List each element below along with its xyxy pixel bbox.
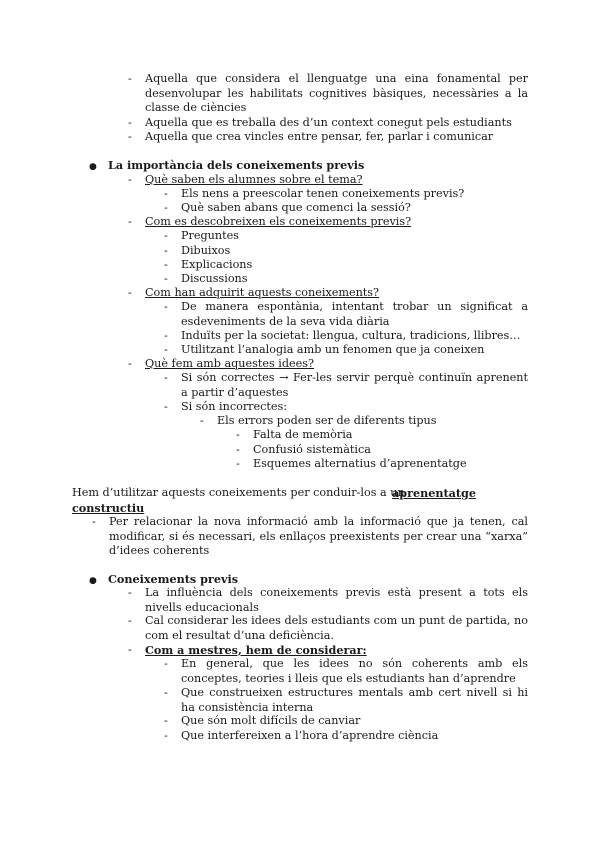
list-item: Per relacionar la nova informació amb la informació que ja tenen, cal modificar, si és necessari, els enllaços preexistents per crear una “xarxa” d’idees coherents (109, 515, 528, 557)
list-dash: - (236, 443, 240, 456)
list-dash: - (236, 457, 240, 470)
list-item: Confusió sistemàtica (253, 443, 371, 456)
subheading: Què fem amb aquestes idees? (145, 357, 315, 370)
list-dash: - (128, 72, 132, 85)
list-item: Cal considerar les idees dels estudiants com un punt de partida, no com el resultat d’una deficiència. (145, 614, 528, 642)
list-dash: - (164, 729, 168, 742)
list-item: Explicacions (181, 258, 253, 271)
list-dash: - (164, 714, 168, 727)
list-dash: - (128, 586, 132, 599)
list-item: Preguntes (181, 229, 239, 242)
list-dash: - (128, 614, 132, 627)
section-title: La importància dels coneixements previs (108, 158, 365, 172)
list-dash: - (164, 400, 168, 413)
list-item: Discussions (181, 272, 248, 285)
list-dash: - (128, 130, 132, 143)
list-item: Que construeixen estructures mentals amb cert nivell si hi ha consistència interna (181, 686, 528, 714)
subheading: Com a mestres, hem de considerar: (145, 643, 367, 657)
list-item: Els nens a preescolar tenen coneixements previs? (181, 187, 465, 200)
list-dash: - (164, 300, 168, 313)
subheading: Què saben els alumnes sobre el tema? (145, 173, 363, 186)
list-item: Que són molt difícils de canviar (181, 714, 361, 727)
list-dash: - (164, 258, 168, 271)
list-item: Aquella que considera el llenguatge una eina fonamental per desenvolupar les habilitats cognitives bàsiques, necessàries a la classe de ciències (145, 72, 528, 114)
list-dash: - (236, 428, 240, 441)
list-item: Aquella que crea vincles entre pensar, fer, parlar i comunicar (145, 130, 494, 143)
list-item: Si són correctes → Fer-les servir perquè continuïn aprenent a partir d’aquestes (181, 371, 528, 399)
list-dash: - (164, 657, 168, 670)
list-dash: - (128, 286, 132, 299)
list-dash: - (128, 116, 132, 129)
bullet-icon: ● (89, 162, 97, 172)
list-item: De manera espontània, intentant trobar un significat a esdeveniments de la seva vida diària (181, 300, 528, 328)
list-dash: - (164, 343, 168, 356)
subheading: Com han adquirit aquests coneixements? (145, 286, 380, 299)
list-dash: - (128, 173, 132, 186)
list-item: Aquella que es treballa des d’un context conegut pels estudiants (145, 116, 512, 129)
list-dash: - (164, 244, 168, 257)
paragraph-lead: Hem d’utilitzar aquests coneixements per conduir-los a un (72, 486, 405, 499)
list-item: Els errors poden ser de diferents tipus (217, 414, 437, 427)
list-item: Induïts per la societat: llengua, cultura, tradicions, llibres… (181, 329, 521, 342)
list-dash: - (164, 686, 168, 699)
list-item: Si són incorrectes: (181, 400, 288, 413)
emphasis-term: aprenentatge constructiu (72, 486, 476, 515)
list-item: En general, que les idees no són coherents amb els conceptes, teories i lleis que els estudiants han d’aprendre (181, 657, 528, 685)
list-dash: - (200, 414, 204, 427)
list-item: Esquemes alternatius d’aprenentatge (253, 457, 467, 470)
list-dash: - (92, 515, 96, 528)
subheading: Com es descobreixen els coneixements previs? (145, 215, 412, 228)
list-dash: - (164, 201, 168, 214)
list-dash: - (128, 215, 132, 228)
list-item: Que interfereixen a l’hora d’aprendre ciència (181, 729, 439, 742)
bullet-icon: ● (89, 576, 97, 586)
list-dash: - (128, 357, 132, 370)
section-title: Coneixements previs (108, 572, 238, 586)
list-dash: - (164, 371, 168, 384)
list-dash: - (164, 329, 168, 342)
list-dash: - (164, 187, 168, 200)
list-dash: - (128, 643, 132, 656)
list-item: La influència dels coneixements previs està present a tots els nivells educacionals (145, 586, 528, 614)
list-item: Dibuixos (181, 244, 231, 257)
list-item: Falta de memòria (253, 428, 353, 441)
list-dash: - (164, 272, 168, 285)
list-item: Utilitzant l’analogia amb un fenomen que ja coneixen (181, 343, 485, 356)
list-item: Què saben abans que comenci la sessió? (181, 201, 411, 214)
list-dash: - (164, 229, 168, 242)
